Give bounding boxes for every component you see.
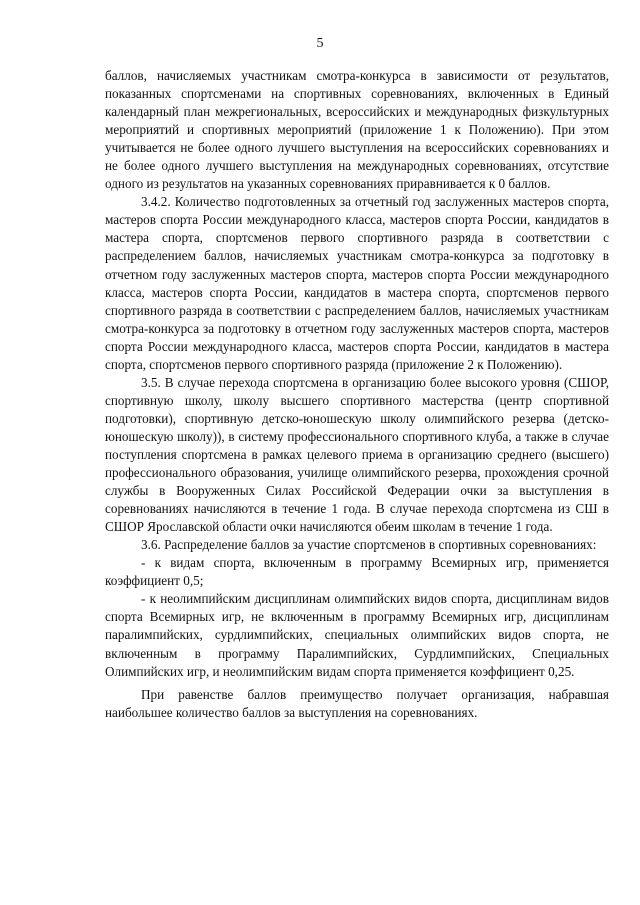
- paragraph-tie-break: При равенстве баллов преимущество получает организация, набравшая наибольшее количество баллов за выступления на соревнованиях.: [105, 686, 609, 720]
- paragraph-3-6: 3.6. Распределение баллов за участие спортсменов в спортивных соревнованиях:: [141, 537, 597, 553]
- paragraph-3-4-2: 3.4.2. Количество подготовленных за отчетный год заслуженных мастеров спорта, мастеров спорта России международного класса, мастеров спорта России, кандидатов в мастера спорта, спортсменов первого спортивного разряда в соответствии с распределением баллов, начисляемых участникам смотра-конкурса за подготовку в отчетном году заслуженных мастеров спорта, мастеров спорта России международного класса, мастеров спорта России, кандидатов в мастера спорта, спортсменов первого спортивного разряда в соответствии с распределением баллов, начисляемых участникам смотра-конкурса за подготовку в отчетном году заслуженных мастеров спорта, мастеров спорта России международного класса, мастеров спорта России, кандидатов в мастера спорта, спортсменов первого спортивного разряда (приложение 2 к Положению).: [105, 194, 609, 372]
- page-number: 5: [316, 36, 324, 51]
- document-body: [105, 67, 609, 722]
- paragraph-points-by-results: баллов, начисляемых участникам смотра-конкурса в зависимости от результатов, показанных спортсменами на спортивных соревнованиях, включенных в Единый календарный план межрегиональных, всероссийских и международных физкультурных мероприятий и спортивных мероприятий (приложение 1 к Положению). При этом учитывается не более одного лучшего выступления на всероссийских соревнованиях и не более одного лучшего выступления на международных соревнованиях, отсутствие одного из результатов на указанных соревнованиях приравнивается к 0 баллов.: [105, 68, 609, 192]
- list-item-world-games: - к видам спорта, включенным в программу Всемирных игр, применяется коэффициент 0,5;: [105, 555, 609, 589]
- paragraph-3-5: 3.5. В случае перехода спортсмена в организацию более высокого уровня (СШОР, спортивную школу, школу высшего спортивного мастерства (центр спортивной подготовки), спортивную детско-юношескую школу олимпийского резерва (детско-юношескую школу)), в систему профессионального спортивного клуба, а также в случае поступления спортсмена в рамках целевого приема в организацию среднего (высшего) профессионального образования, училище олимпийского резерва, прохождения срочной службы в Вооруженных Силах Российской Федерации очки за выступления в соревнованиях начисляются в течение 1 года. В случае перехода спортсмена из СШ в СШОР Ярославской области очки начисляются обеим школам в течение 1 года.: [105, 374, 609, 535]
- list-item-non-olympic: - к неолимпийским дисциплинам олимпийских видов спорта, дисциплинам видов спорта Всемирных игр, не включенным в программу Всемирных игр, дисциплинам паралимпийских, сурдлимпийских, специальных олимпийских видов спорта, не включенным в программу Паралимпийских, Сурдлимпийских, Специальных Олимпийских игр, и неолимпийским видам спорта применяется коэффициент 0,25.: [105, 591, 609, 679]
